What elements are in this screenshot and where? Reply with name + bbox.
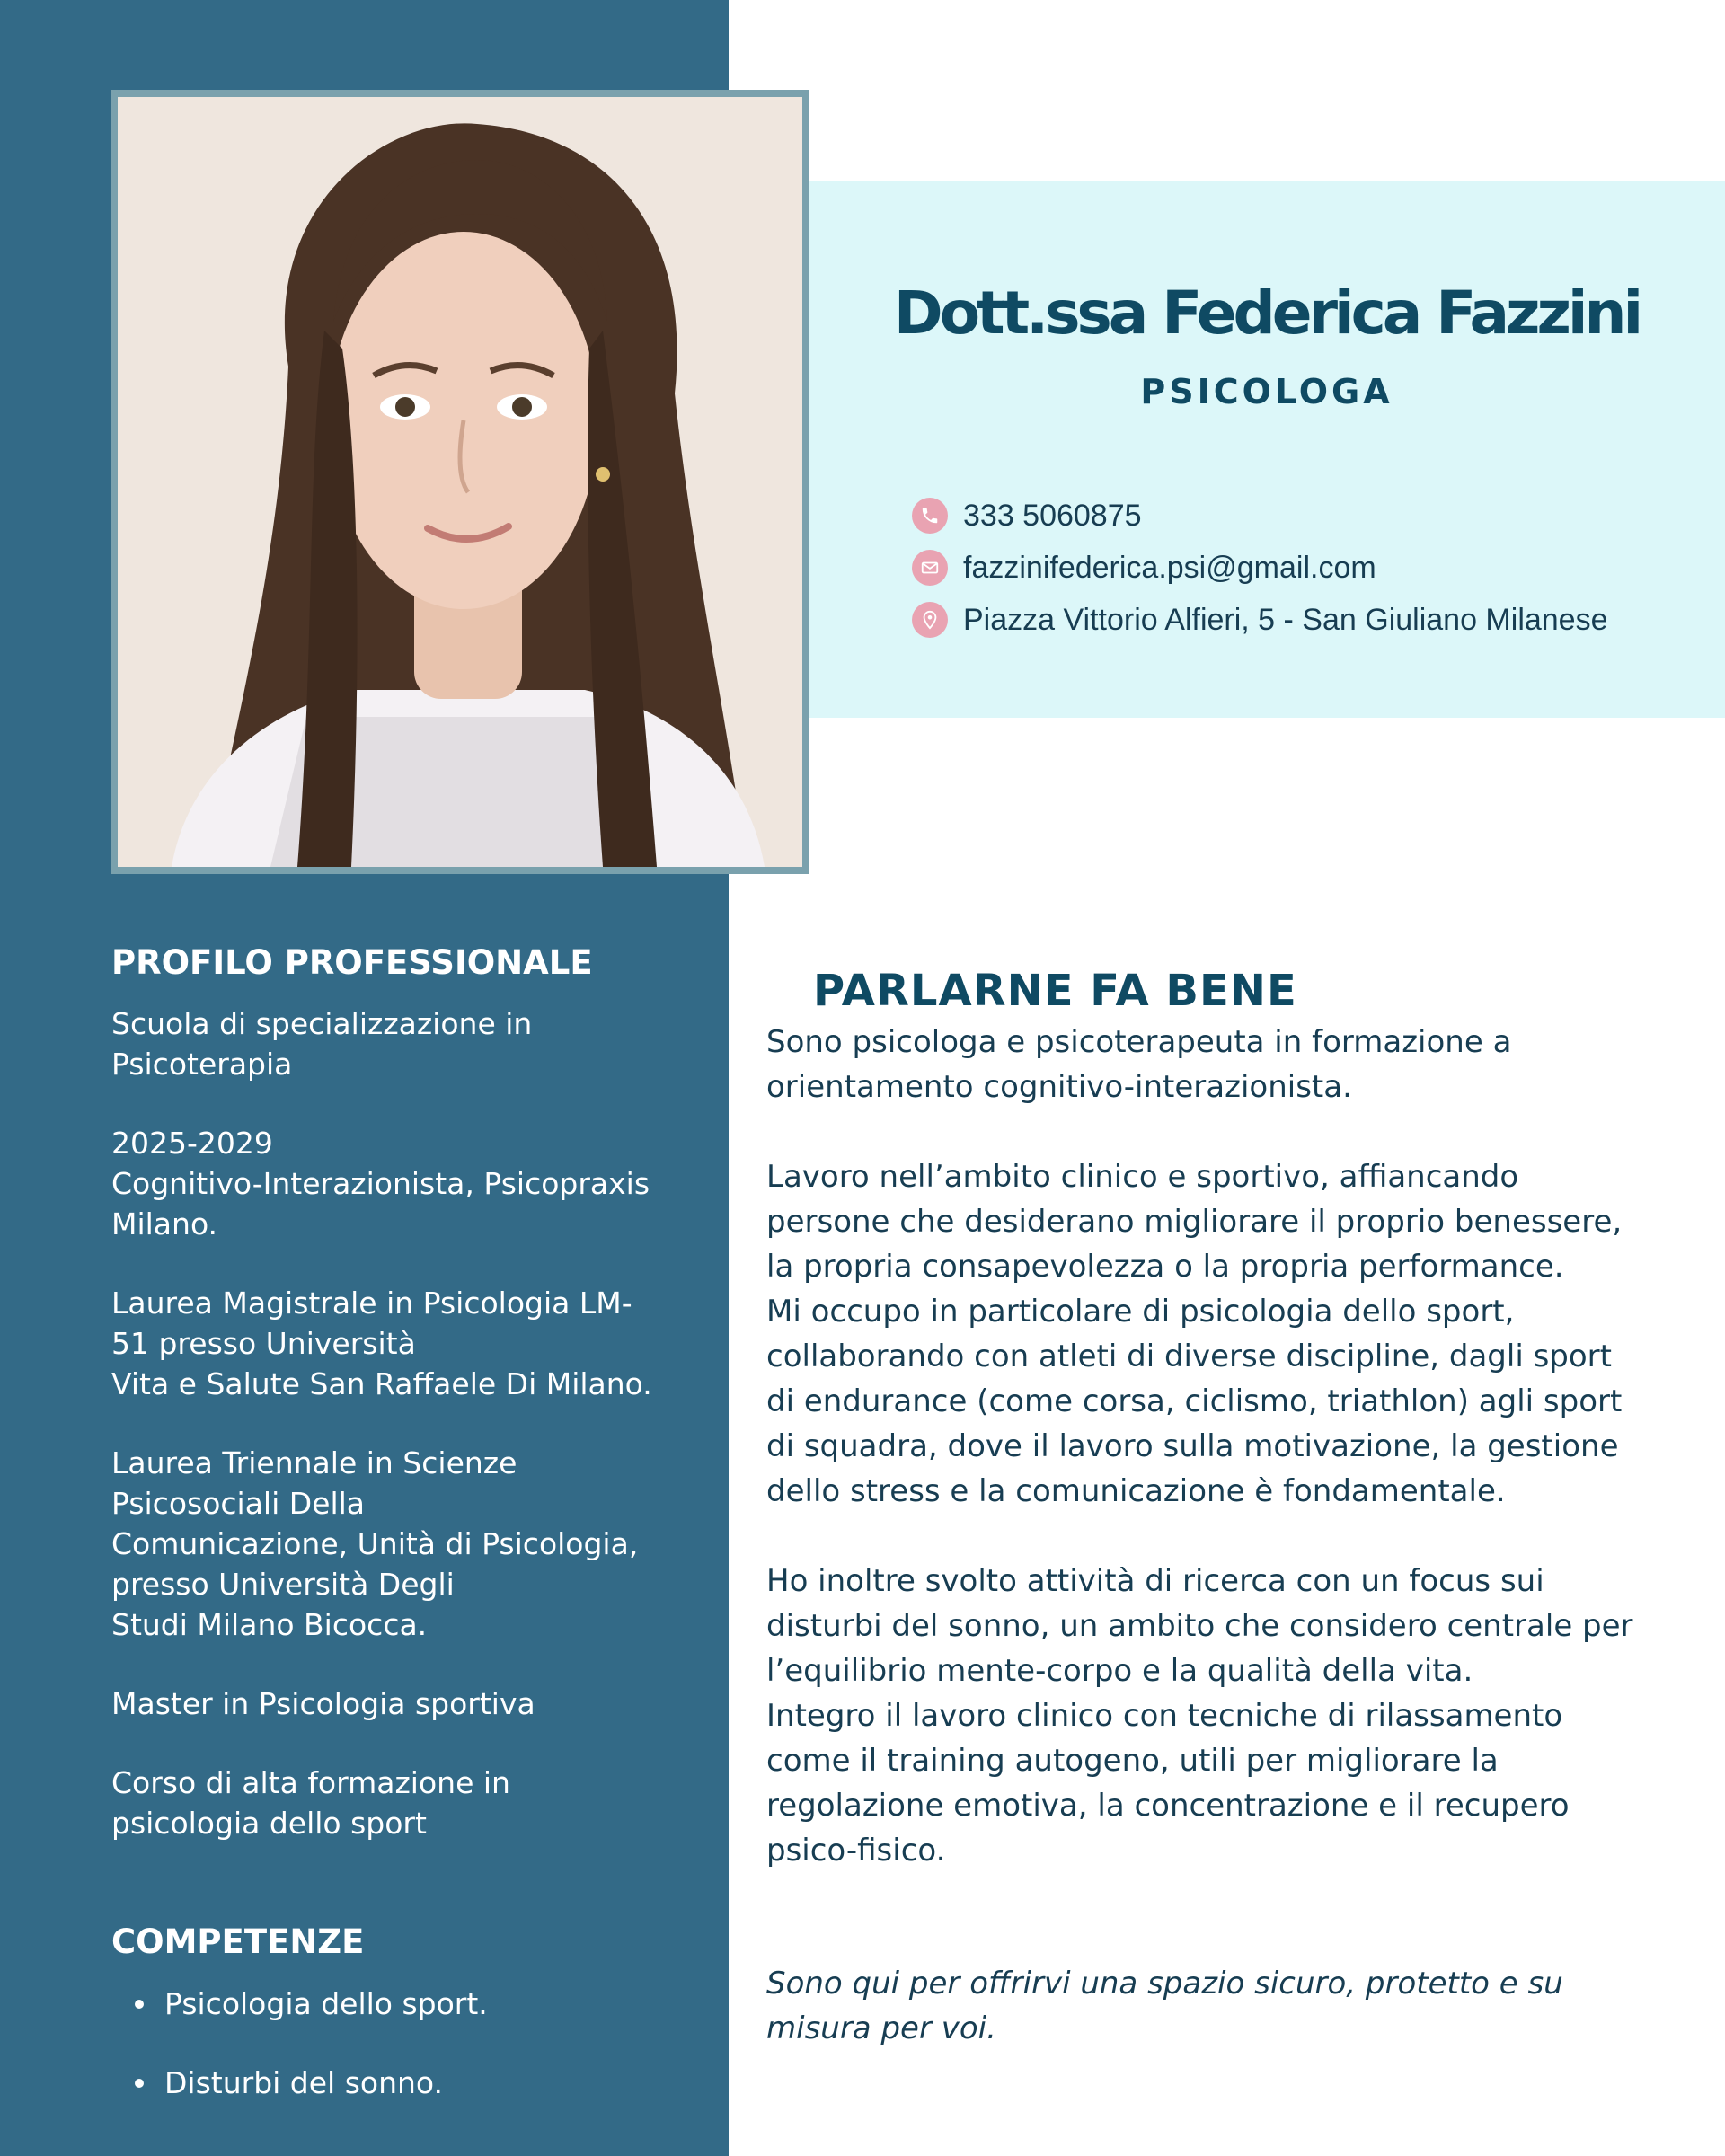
profile-item: Master in Psicologia sportiva — [111, 1686, 535, 1721]
about-section — [766, 1020, 1683, 1918]
profile-item: Laurea Magistrale in Psicologia LM- 51 presso Università Vita e Salute San Raffaele Di Milano. — [111, 1286, 652, 1401]
about-paragraph: Ho inoltre svolto attività di ricerca con un focus sui disturbi del sonno, un ambito che considero centrale per l’equilibrio mente-corpo e la qualità della vita. Integro il lavoro clinico con tecniche di rilassamento come il training autogeno, utili per migliorare la regolazione emotiva, la concentrazione e il recupero psico-fisico. — [766, 1563, 1633, 1869]
contact-phone[interactable] — [912, 490, 1703, 542]
profile-photo — [118, 97, 802, 867]
contact-list — [912, 490, 1703, 646]
skills-list — [111, 1984, 722, 2142]
contact-email[interactable] — [912, 542, 1703, 594]
email-address: fazzinifederica.psi@gmail.com — [963, 550, 1376, 585]
profile-photo-frame — [111, 90, 809, 874]
skill-item — [111, 1984, 722, 2024]
skill-label: Disturbi del sonno. — [164, 2065, 444, 2100]
profession-title: PSICOLOGA — [1140, 372, 1393, 411]
profile-list — [111, 1003, 722, 1882]
doctor-name: Dott.ssa Federica Fazzini — [893, 278, 1641, 348]
profile-item: Corso di alta formazione in psicologia dello sport — [111, 1765, 510, 1841]
closing-statement: Sono qui per offrirvi una spazio sicuro, protetto e su misura per voi. — [766, 1966, 1563, 2046]
profile-item: 2025-2029 Cognitivo-Interazionista, Psicopraxis Milano. — [111, 1126, 650, 1241]
skill-label: Psicologia dello sport. — [164, 1986, 488, 2021]
about-paragraph: Sono psicologa e psicoterapeuta in formazione a orientamento cognitivo-interazionista. — [766, 1024, 1512, 1105]
main-heading: PARLARNE FA BENE — [813, 965, 1297, 1016]
profile-heading: PROFILO PROFESSIONALE — [111, 943, 593, 982]
street-address: Piazza Vittorio Alfieri, 5 - San Giuliano Milanese — [963, 602, 1608, 637]
profile-item: Laurea Triennale in Scienze Psicosociali Della Comunicazione, Unità di Psicologia, presso Università Degli Studi Milano Bicocca. — [111, 1445, 639, 1642]
phone-number: 333 5060875 — [963, 498, 1142, 533]
skill-item — [111, 2063, 722, 2103]
bullet-icon — [135, 2079, 144, 2088]
contact-address[interactable] — [912, 594, 1703, 646]
about-paragraph: Lavoro nell’ambito clinico e sportivo, affiancando persone che desiderano migliorare il proprio benessere, la propria consapevolezza o la propria performance. Mi occupo in particolare di psicologia dello sport, collaborando con atleti di diverse discipline, dagli sport di endurance (come corsa, ciclismo, triathlon) agli sport di squadra, dove il lavoro sulla motivazione, la gestione dello stress e la comunicazione è fondamentale. — [766, 1159, 1623, 1509]
profile-item: Scuola di specializzazione in Psicoterapia — [111, 1006, 533, 1082]
phone-icon — [912, 498, 948, 534]
bullet-icon — [135, 2000, 144, 2009]
location-pin-icon — [912, 602, 948, 638]
mail-icon — [912, 550, 948, 586]
skills-heading: COMPETENZE — [111, 1922, 365, 1961]
